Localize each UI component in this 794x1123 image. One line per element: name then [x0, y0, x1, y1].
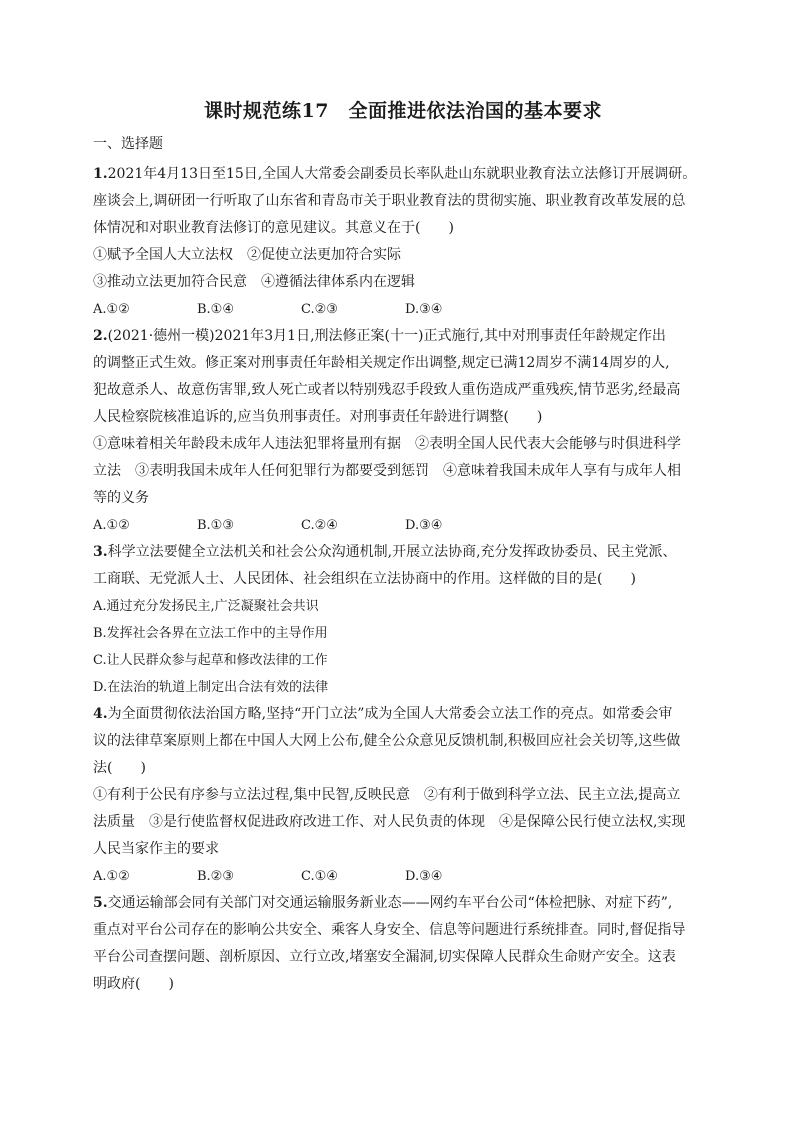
document-page [93, 96, 713, 998]
question-text: 科学立法要健全立法机关和社会公众沟通机制,开展立法协商,充分发挥政协委员、民主党派、 [107, 544, 677, 560]
question-number: 4. [93, 706, 108, 722]
question-line [93, 701, 713, 728]
section-heading: 一、选择题 [93, 136, 163, 152]
statement-line: 立法 ③表明我国未成年人任何犯罪行为都要受到惩罚 ④意味着我国未成年人享有与成年人相 [93, 463, 681, 479]
question-line: 重点对平台公司存在的影响公共安全、乘客人身安全、信息等问题进行系统排查。同时,督促指导 [93, 922, 686, 938]
choice-a: A.①② [93, 518, 130, 533]
question-number: 5. [93, 895, 108, 911]
question-1 [93, 161, 713, 323]
choice-b: B.②③ [197, 869, 234, 884]
choice-c: C.②④ [301, 518, 338, 533]
question-line [93, 890, 713, 917]
statement-line: 法质量 ③是行使监督权促进政府改进工作、对人民负责的体现 ④是保障公民行使立法权,实现 [93, 814, 686, 830]
question-2 [93, 323, 713, 539]
choice-a: A.①② [93, 869, 130, 884]
answer-choices [93, 863, 713, 890]
question-line: 明政府( ) [93, 976, 174, 992]
question-line: 的调整正式生效。修正案对刑事责任年龄相关规定作出调整,规定已满12周岁不满14周岁的人, [93, 355, 670, 371]
choice-d: D.③④ [405, 869, 443, 884]
option-d: D.在法治的轨道上制定出合法有效的法律 [93, 680, 329, 695]
choice-c: C.②③ [301, 302, 338, 317]
statement-line: ①意味着相关年龄段未成年人违法犯罪将量刑有据 ②表明全国人民代表大会能够与时俱进科学 [93, 436, 681, 452]
question-text: 为全面贯彻依法治国方略,坚持“开门立法”成为全国人大常委会立法工作的亮点。如常委会审 [107, 706, 673, 722]
statement-line: ③推动立法更加符合民意 ④遵循法律体系内在逻辑 [93, 274, 415, 290]
question-3 [93, 539, 713, 701]
question-line: 犯故意杀人、故意伤害罪,致人死亡或者以特别残忍手段致人重伤造成严重残疾,情节恶劣,经最高 [93, 382, 681, 398]
question-4 [93, 701, 713, 890]
question-line: 座谈会上,调研团一行听取了山东省和青岛市关于职业教育法的贯彻实施、职业教育改革发展的总 [93, 193, 686, 209]
option-a: A.通过充分发扬民主,广泛凝聚社会共识 [93, 599, 319, 614]
question-5 [93, 890, 713, 998]
choice-a: A.①② [93, 302, 130, 317]
question-number: 2. [93, 328, 108, 344]
question-line: 人民检察院核准追诉的,应当负刑事责任。对刑事责任年龄进行调整( ) [93, 409, 543, 425]
question-line: 工商联、无党派人士、人民团体、社会组织在立法协商中的作用。这样做的目的是( ) [93, 571, 636, 587]
statement-line: ①有利于公民有序参与立法过程,集中民智,反映民意 ②有利于做到科学立法、民主立法,提高立 [93, 787, 681, 803]
question-line [93, 161, 713, 188]
question-line [93, 539, 713, 566]
question-line: 法( ) [93, 760, 146, 776]
choice-d: D.③④ [405, 302, 443, 317]
answer-choices [93, 296, 713, 323]
choice-d: D.③④ [405, 518, 443, 533]
choice-c: C.①④ [301, 869, 338, 884]
choice-b: B.①④ [197, 302, 234, 317]
statement-line: 等的义务 [93, 490, 149, 506]
page-title: 课时规范练17 全面推进依法治国的基本要求 [204, 100, 602, 122]
option-c: C.让人民群众参与起草和修改法律的工作 [93, 653, 328, 668]
question-number: 3. [93, 544, 108, 560]
answer-choices [93, 512, 713, 539]
question-text: (2021·德州一模)2021年3月1日,刑法修正案(十一)正式施行,其中对刑事责任年龄规定作出 [107, 328, 666, 344]
question-line: 议的法律草案原则上都在中国人大网上公布,健全公众意见反馈机制,积极回应社会关切等,这些做 [93, 733, 681, 749]
statement-line: ①赋予全国人大立法权 ②促使立法更加符合实际 [93, 247, 401, 263]
statement-line: 人民当家作主的要求 [93, 841, 219, 857]
question-line: 平台公司查摆问题、剖析原因、立行立改,堵塞安全漏洞,切实保障人民群众生命财产安全。这表 [93, 949, 676, 965]
option-b: B.发挥社会各界在立法工作中的主导作用 [93, 626, 328, 641]
question-line: 体情况和对职业教育法修订的意见建议。其意义在于( ) [93, 220, 454, 236]
question-text: 2021年4月13日至15日,全国人大常委会副委员长率队赴山东就职业教育法立法修订开展调研。 [107, 166, 697, 182]
question-text: 交通运输部会同有关部门对交通运输服务新业态——网约车平台公司“体检把脉、对症下药”, [107, 895, 673, 911]
question-number: 1. [93, 166, 108, 182]
question-line [93, 323, 713, 350]
choice-b: B.①③ [197, 518, 234, 533]
